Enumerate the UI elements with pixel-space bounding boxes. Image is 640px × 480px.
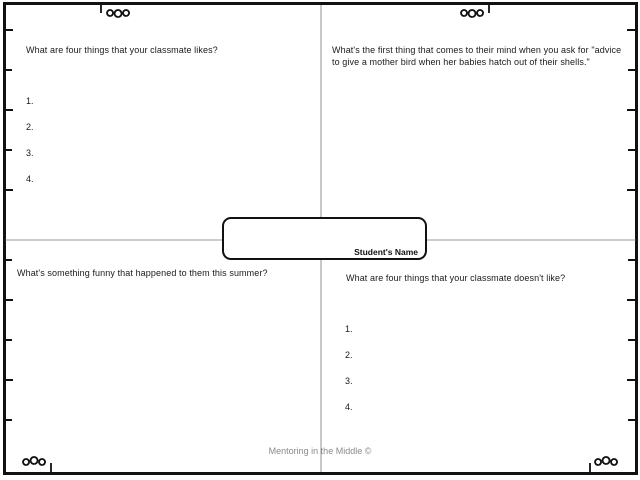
bottom-right-item-4: 4. [345, 402, 353, 412]
swirl-ornament-icon [461, 5, 489, 17]
swirl-ornament-icon [590, 457, 617, 472]
student-name-label: Student's Name [354, 247, 418, 257]
bottom-right-item-1: 1. [345, 324, 353, 334]
top-left-item-1: 1. [26, 96, 34, 106]
bottom-right-item-3: 3. [345, 376, 353, 386]
swirl-ornament-icon [23, 457, 51, 472]
student-name-box[interactable] [222, 217, 427, 260]
top-left-question: What are four things that your classmate likes? [26, 45, 218, 55]
left-edge-ticks [6, 30, 13, 420]
right-edge-ticks [627, 30, 635, 420]
bottom-right-question: What are four things that your classmate doesn't like? [346, 273, 566, 283]
bottom-right-item-2: 2. [345, 350, 353, 360]
top-left-item-3: 3. [26, 148, 34, 158]
bottom-left-question: What's something funny that happened to them this summer? [17, 268, 268, 278]
top-left-item-4: 4. [26, 174, 34, 184]
top-left-item-2: 2. [26, 122, 34, 132]
footer-credit: Mentoring in the Middle © [268, 446, 372, 456]
swirl-ornament-icon [101, 5, 129, 17]
top-right-question: What's the first thing that comes to their mind when you ask for "advice to give a mother bird when her babies hatch out of their shells." [332, 45, 622, 67]
